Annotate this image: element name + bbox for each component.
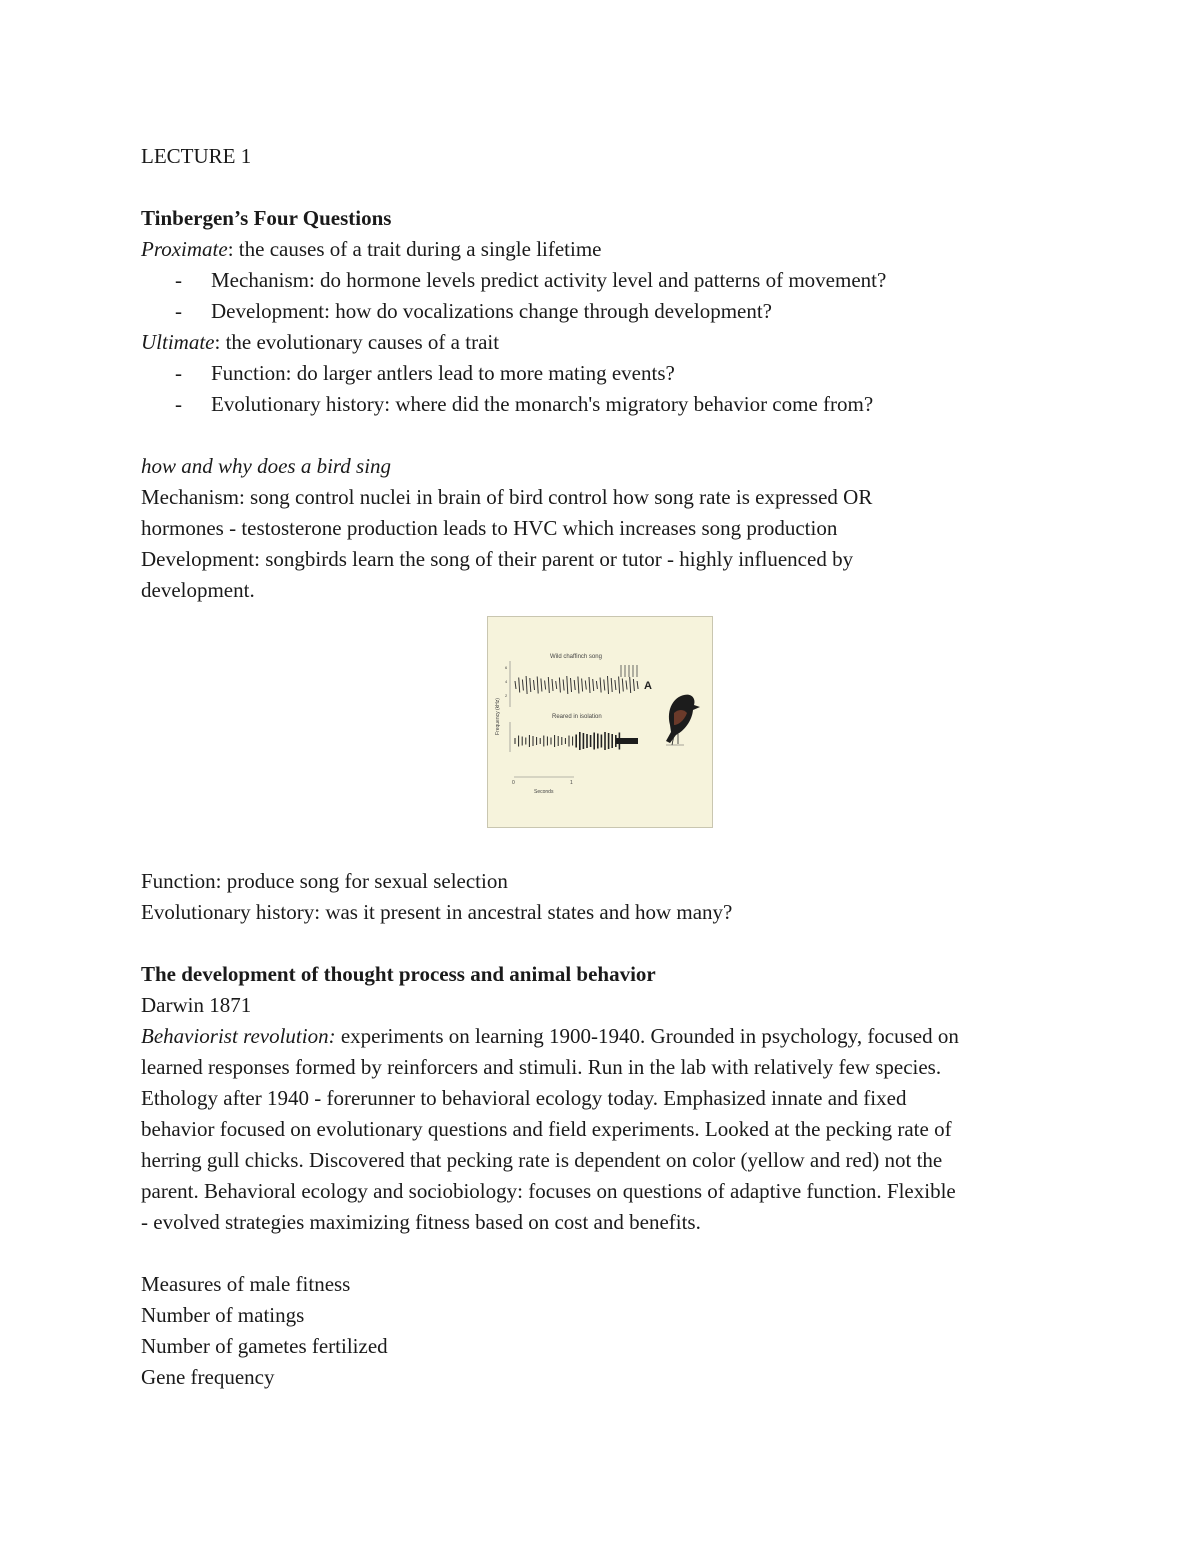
figure-x-tick: 0 — [512, 780, 515, 786]
spectrogram-mark — [633, 679, 634, 691]
spectrogram-mark — [604, 680, 605, 691]
ultimate-item-history: Evolutionary history: where did the monarch's migratory behavior come from? — [211, 392, 874, 416]
document-body — [141, 141, 1081, 1393]
spectrogram-mark — [589, 677, 590, 693]
spectrogram-mark — [552, 679, 553, 691]
spectrogram-svg — [488, 617, 712, 827]
ultimate-text: : the evolutionary causes of a trait — [214, 330, 500, 354]
ultimate-label: Ultimate — [141, 330, 215, 354]
tinbergen-title: Tinbergen’s Four Questions — [141, 206, 392, 230]
development-line: - evolved strategies maximizing fitness based on cost and benefits. — [141, 1210, 701, 1234]
isolation-song-trace — [515, 732, 638, 750]
behaviorist-line — [141, 1021, 1081, 1052]
proximate-item-mechanism: Mechanism: do hormone levels predict activity level and patterns of movement? — [211, 268, 887, 292]
development-title: The development of thought process and animal behavior — [141, 962, 656, 986]
bullet-marker: - — [175, 268, 182, 292]
proximate-item-development: Development: how do vocalizations change through development? — [211, 299, 773, 323]
spectrogram-mark — [541, 679, 542, 692]
spectrogram-mark — [556, 681, 557, 689]
list-item — [141, 358, 1081, 389]
behaviorist-text: experiments on learning 1900-1940. Grounded in psychology, focused on — [335, 1024, 959, 1048]
development-line: herring gull chicks. Discovered that pecking rate is dependent on color (yellow and red) not the — [141, 1148, 943, 1172]
bird-illustration — [666, 695, 700, 745]
spectrogram-mark — [548, 677, 549, 693]
list-item — [141, 265, 1081, 296]
fitness-item: Gene frequency — [141, 1365, 275, 1389]
bullet-marker: - — [175, 299, 182, 323]
figure-top-label: Wild chaffinch song — [550, 654, 602, 660]
spectrogram-mark — [600, 678, 601, 693]
spectrogram-mark — [630, 677, 631, 693]
proximate-line — [141, 234, 1081, 265]
figure-y-tick: 4 — [505, 679, 508, 684]
spectrogram-mark — [608, 676, 609, 694]
spectrogram-mark — [563, 680, 564, 691]
bird-question: how and why does a bird sing — [141, 454, 392, 478]
spectrogram-mark — [545, 681, 546, 690]
lecture-heading: LECTURE 1 — [141, 144, 252, 168]
spectrogram-mark — [578, 677, 579, 694]
spectrogram-mark — [567, 676, 568, 694]
ultimate-line — [141, 327, 1081, 358]
figure-x-tick: 1 — [570, 780, 573, 786]
spectrogram-mark — [611, 678, 612, 692]
spectrogram-mark — [537, 677, 538, 694]
spectrogram-mark — [615, 680, 616, 690]
spectrogram-mark — [626, 681, 627, 690]
spectrogram-mark — [622, 679, 623, 692]
spectrogram-mark — [593, 679, 594, 691]
spectrogram-mark — [619, 677, 620, 694]
fitness-title: Measures of male fitness — [141, 1272, 351, 1296]
bird-line: hormones - testosterone production leads to HVC which increases song production — [141, 516, 838, 540]
wild-song-trace — [515, 665, 638, 694]
development-line: behavior focused on evolutionary questions and field experiments. Looked at the pecking rate of — [141, 1117, 952, 1141]
spectrogram-mark — [616, 738, 638, 744]
development-line: parent. Behavioral ecology and sociobiology: focuses on questions of adaptive function. Flexible — [141, 1179, 956, 1203]
spectrogram-mark — [526, 676, 527, 694]
spectrogram-mark — [522, 680, 523, 691]
spectrogram-mark — [534, 680, 535, 690]
spectrogram-mark — [637, 681, 638, 689]
spectrogram-mark — [596, 681, 597, 689]
spectrogram-mark — [574, 680, 575, 690]
bullet-marker: - — [175, 361, 182, 385]
bird-after-line: Function: produce song for sexual selection — [141, 869, 508, 893]
figure-y-tick: 2 — [505, 693, 508, 698]
bird-line: Development: songbirds learn the song of their parent or tutor - highly influenced by — [141, 547, 854, 571]
spectrogram-mark — [582, 679, 583, 692]
behaviorist-label: Behaviorist revolution: — [141, 1024, 336, 1048]
figure-y-tick: 6 — [505, 665, 508, 670]
proximate-label: Proximate — [141, 237, 228, 261]
proximate-text: : the causes of a trait during a single lifetime — [227, 237, 602, 261]
figure-y-axis-label: Frequency (kHz) — [495, 698, 501, 735]
ultimate-item-function: Function: do larger antlers lead to more mating events? — [211, 361, 675, 385]
spectrogram-mark — [519, 678, 520, 693]
bird-line: Mechanism: song control nuclei in brain of bird control how song rate is expressed OR — [141, 485, 873, 509]
fitness-item: Number of matings — [141, 1303, 305, 1327]
development-line: Ethology after 1940 - forerunner to behavioral ecology today. Emphasized innate and fixed — [141, 1086, 907, 1110]
chaffinch-song-figure — [487, 616, 713, 828]
list-item — [141, 389, 1081, 420]
darwin-line: Darwin 1871 — [141, 993, 252, 1017]
figure-x-axis-label: Seconds — [534, 789, 554, 795]
figure-marker-label: A — [644, 680, 652, 692]
spectrogram-mark — [571, 678, 572, 692]
spectrogram-mark — [559, 678, 560, 693]
figure-bottom-label: Reared in isolation — [552, 714, 602, 720]
spectrogram-mark — [585, 681, 586, 690]
list-item — [141, 296, 1081, 327]
fitness-item: Number of gametes fertilized — [141, 1334, 388, 1358]
development-line: learned responses formed by reinforcers and stimuli. Run in the lab with relatively few species. — [141, 1055, 942, 1079]
bird-after-line: Evolutionary history: was it present in ancestral states and how many? — [141, 900, 733, 924]
bird-line: development. — [141, 578, 255, 602]
figure-container — [141, 606, 1081, 866]
spectrogram-mark — [530, 678, 531, 692]
bullet-marker: - — [175, 392, 182, 416]
spectrogram-mark — [515, 681, 516, 689]
